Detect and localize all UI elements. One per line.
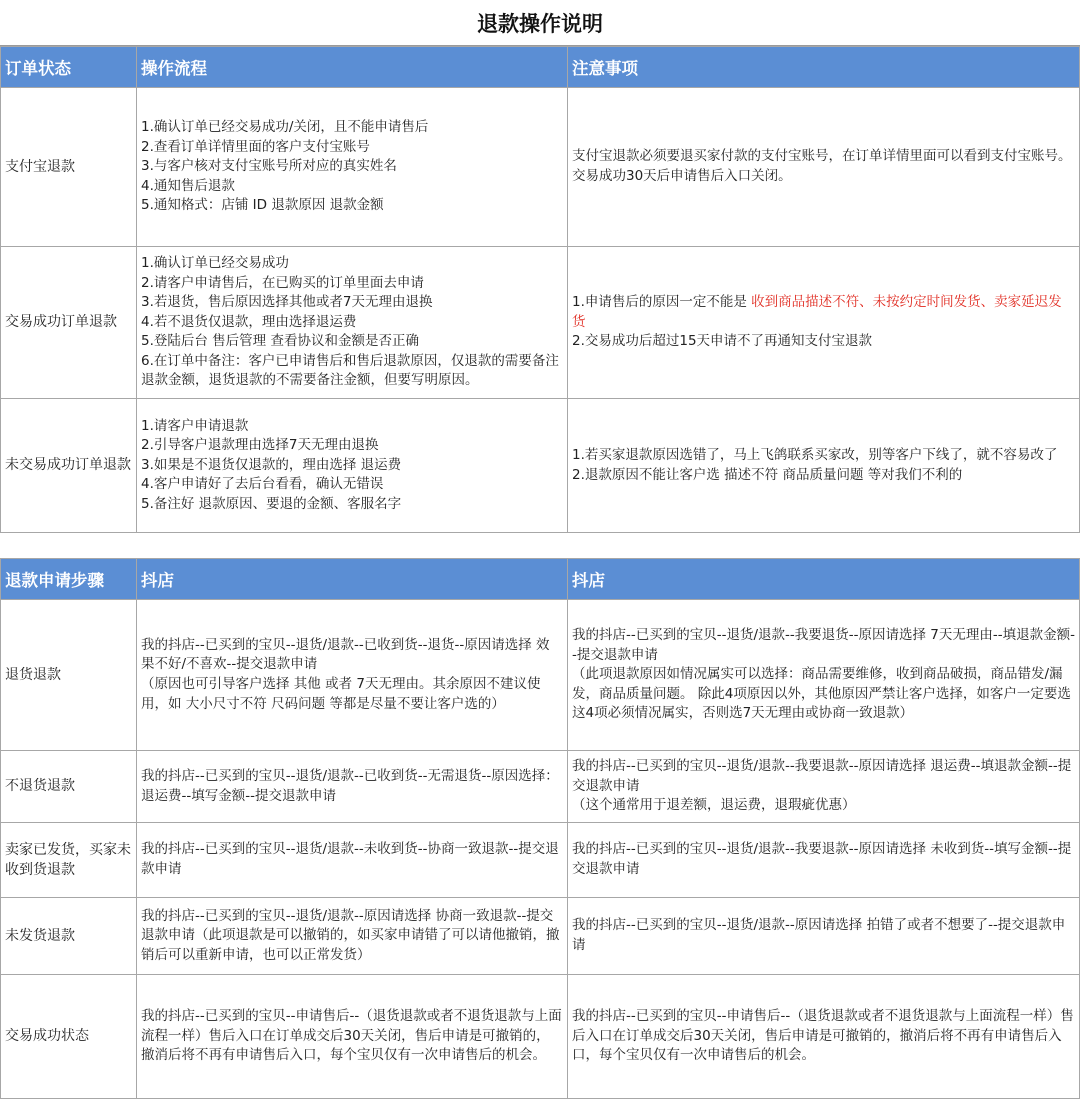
table-row	[1, 898, 1080, 975]
refund-type-cell: 退货退款	[1, 600, 137, 751]
table-header-row	[1, 47, 1080, 88]
text-line: （这个通常用于退差额，退运费，退瑕疵优惠）	[572, 797, 856, 814]
refund-steps-table	[0, 558, 1080, 1099]
steps-cell	[137, 399, 568, 533]
step-line: 6.在订单中备注：客户已申请售后和售后退款原因，仅退款的需要备注退款金额，退货退款的不需要备注金额，但要写明原因。	[141, 352, 559, 389]
text-line: 我的抖店--已买到的宝贝--退货/退款--已收到货--退货--原因请选择 效果不好/不喜欢--提交退款申请	[141, 636, 550, 673]
refund-type-cell: 卖家已发货，买家未收到货退款	[1, 823, 137, 898]
header-doudian-1: 抖店	[137, 559, 568, 600]
header-order-status: 订单状态	[1, 47, 137, 88]
table-header-row	[1, 559, 1080, 600]
table-row	[1, 399, 1080, 533]
status-cell: 交易成功订单退款	[1, 247, 137, 399]
note-warning-red: 收到商品描述不符、未按约定时间发货、卖家延迟发货	[572, 294, 1062, 330]
table-row	[1, 751, 1080, 823]
doudian-cell-1	[137, 823, 568, 898]
step-line: 4.客户申请好了去后台看看，确认无错误	[141, 476, 384, 493]
step-line: 3.如果是不退货仅退款的，理由选择 退运费	[141, 456, 402, 473]
header-notes: 注意事项	[568, 47, 1080, 88]
note-line	[572, 293, 1075, 332]
note-line: 2.退款原因不能让客户选 描述不符 商品质量问题 等对我们不利的	[572, 466, 963, 483]
refund-type-cell: 不退货退款	[1, 751, 137, 823]
note-prefix: 1.申请售后的原因一定不能是	[572, 294, 752, 311]
table-row	[1, 823, 1080, 898]
step-line: 2.查看订单详情里面的客户支付宝账号	[141, 138, 370, 155]
text-line: 我的抖店--已买到的宝贝--退货/退款--原因请选择 协商一致退款--提交退款申请（此项退款是可以撤销的，如买家申请错了可以请他撤销，撤销后可以重新申请，也可以正常发货）	[141, 907, 560, 963]
doudian-cell-1	[137, 975, 568, 1099]
table-gap	[0, 533, 1080, 558]
text-line: （原因也可引导客户选择 其他 或者 7天无理由。其余原因不建议使用，如 大小尺寸不符 尺码问题 等都是尽量不要让客户选的）	[141, 676, 541, 712]
step-line: 1.确认订单已经交易成功/关闭，且不能申请售后	[141, 119, 429, 136]
page-title: 退款操作说明	[0, 0, 1080, 46]
notes-cell	[568, 88, 1080, 247]
status-cell: 未交易成功订单退款	[1, 399, 137, 533]
status-cell: 支付宝退款	[1, 88, 137, 247]
notes-cell	[568, 247, 1080, 399]
step-line: 2.引导客户退款理由选择7天无理由退换	[141, 437, 379, 454]
refund-type-cell: 交易成功状态	[1, 975, 137, 1099]
text-line: 我的抖店--已买到的宝贝--退货/退款--我要退款--原因请选择 退运费--填退款金额--提交退款申请	[572, 758, 1072, 794]
note-line: 2.交易成功后超过15天申请不了再通知支付宝退款	[572, 333, 873, 350]
header-process: 操作流程	[137, 47, 568, 88]
note-line: 1.若买家退款原因选错了，马上飞鸽联系买家改，别等客户下线了，就不容易改了	[572, 446, 1058, 463]
step-line: 3.若退货，售后原因选择其他或者7天无理由退换	[141, 294, 433, 311]
step-line: 1.请客户申请退款	[141, 417, 249, 434]
step-line: 1.确认订单已经交易成功	[141, 255, 289, 272]
doudian-cell-1	[137, 898, 568, 975]
step-line: 5.通知格式：店铺 ID 退款原因 退款金额	[141, 197, 384, 214]
doudian-cell-1	[137, 751, 568, 823]
table-row	[1, 600, 1080, 751]
text-line: 我的抖店--已买到的宝贝--退货/退款--原因请选择 拍错了或者不想要了--提交退款申请	[572, 917, 1066, 953]
table-row	[1, 975, 1080, 1099]
note-line: 支付宝退款必须要退买家付款的支付宝账号，在订单详情里面可以看到支付宝账号。交易成功30天后申请售后入口关闭。	[572, 148, 1072, 184]
text-line: 我的抖店--已买到的宝贝--申请售后--（退货退款或者不退货退款与上面流程一样）售后入口在订单成交后30天关闭，售后申请是可撤销的，撤消后将不再有申请售后入口，每个宝贝仅有一次申请售后的机会。	[572, 1008, 1074, 1064]
doudian-cell-2	[568, 751, 1080, 823]
text-line: 我的抖店--已买到的宝贝--退货/退款--我要退货--原因请选择 7天无理由--填退款金额--提交退款申请	[572, 627, 1076, 663]
steps-cell	[137, 247, 568, 399]
table-row	[1, 88, 1080, 247]
step-line: 4.通知售后退款	[141, 177, 235, 194]
step-line: 5.登陆后台 售后管理 查看协议和金额是否正确	[141, 333, 419, 350]
step-line: 3.与客户核对支付宝账号所对应的真实姓名	[141, 158, 397, 175]
steps-cell	[137, 88, 568, 247]
doudian-cell-2	[568, 600, 1080, 751]
order-status-table	[0, 46, 1080, 533]
text-line: 我的抖店--已买到的宝贝--退货/退款--已收到货--无需退货--原因选择：退运费--填写金额--提交退款申请	[141, 767, 559, 804]
table-row	[1, 247, 1080, 399]
step-line: 5.备注好 退款原因、要退的金额、客服名字	[141, 495, 402, 512]
doudian-cell-1	[137, 600, 568, 751]
text-line: 我的抖店--已买到的宝贝--退货/退款--未收到货--协商一致退款--提交退款申请	[141, 841, 559, 877]
doudian-cell-2	[568, 823, 1080, 898]
doudian-cell-2	[568, 975, 1080, 1099]
text-line: （此项退款原因如情况属实可以选择：商品需要维修，收到商品破损，商品错发/漏发，商品质量问题。 除此4项原因以外，其他原因严禁让客户选择，如客户一定要选这4项必须情况属实，否则选7天无理由或协商一致退款）	[572, 666, 1071, 722]
header-doudian-2: 抖店	[568, 559, 1080, 600]
text-line: 我的抖店--已买到的宝贝--申请售后--（退货退款或者不退货退款与上面流程一样）售后入口在订单成交后30天关闭，售后申请是可撤销的，撤消后将不再有申请售后入口，每个宝贝仅有一次申请售后的机会。	[141, 1008, 562, 1064]
notes-cell	[568, 399, 1080, 533]
step-line: 2.请客户申请售后，在已购买的订单里面去申请	[141, 274, 424, 291]
text-line: 我的抖店--已买到的宝贝--退货/退款--我要退款--原因请选择 未收到货--填写金额--提交退款申请	[572, 841, 1072, 877]
header-refund-steps: 退款申请步骤	[1, 559, 137, 600]
refund-type-cell: 未发货退款	[1, 898, 137, 975]
doudian-cell-2	[568, 898, 1080, 975]
step-line: 4.若不退货仅退款，理由选择退运费	[141, 313, 357, 330]
